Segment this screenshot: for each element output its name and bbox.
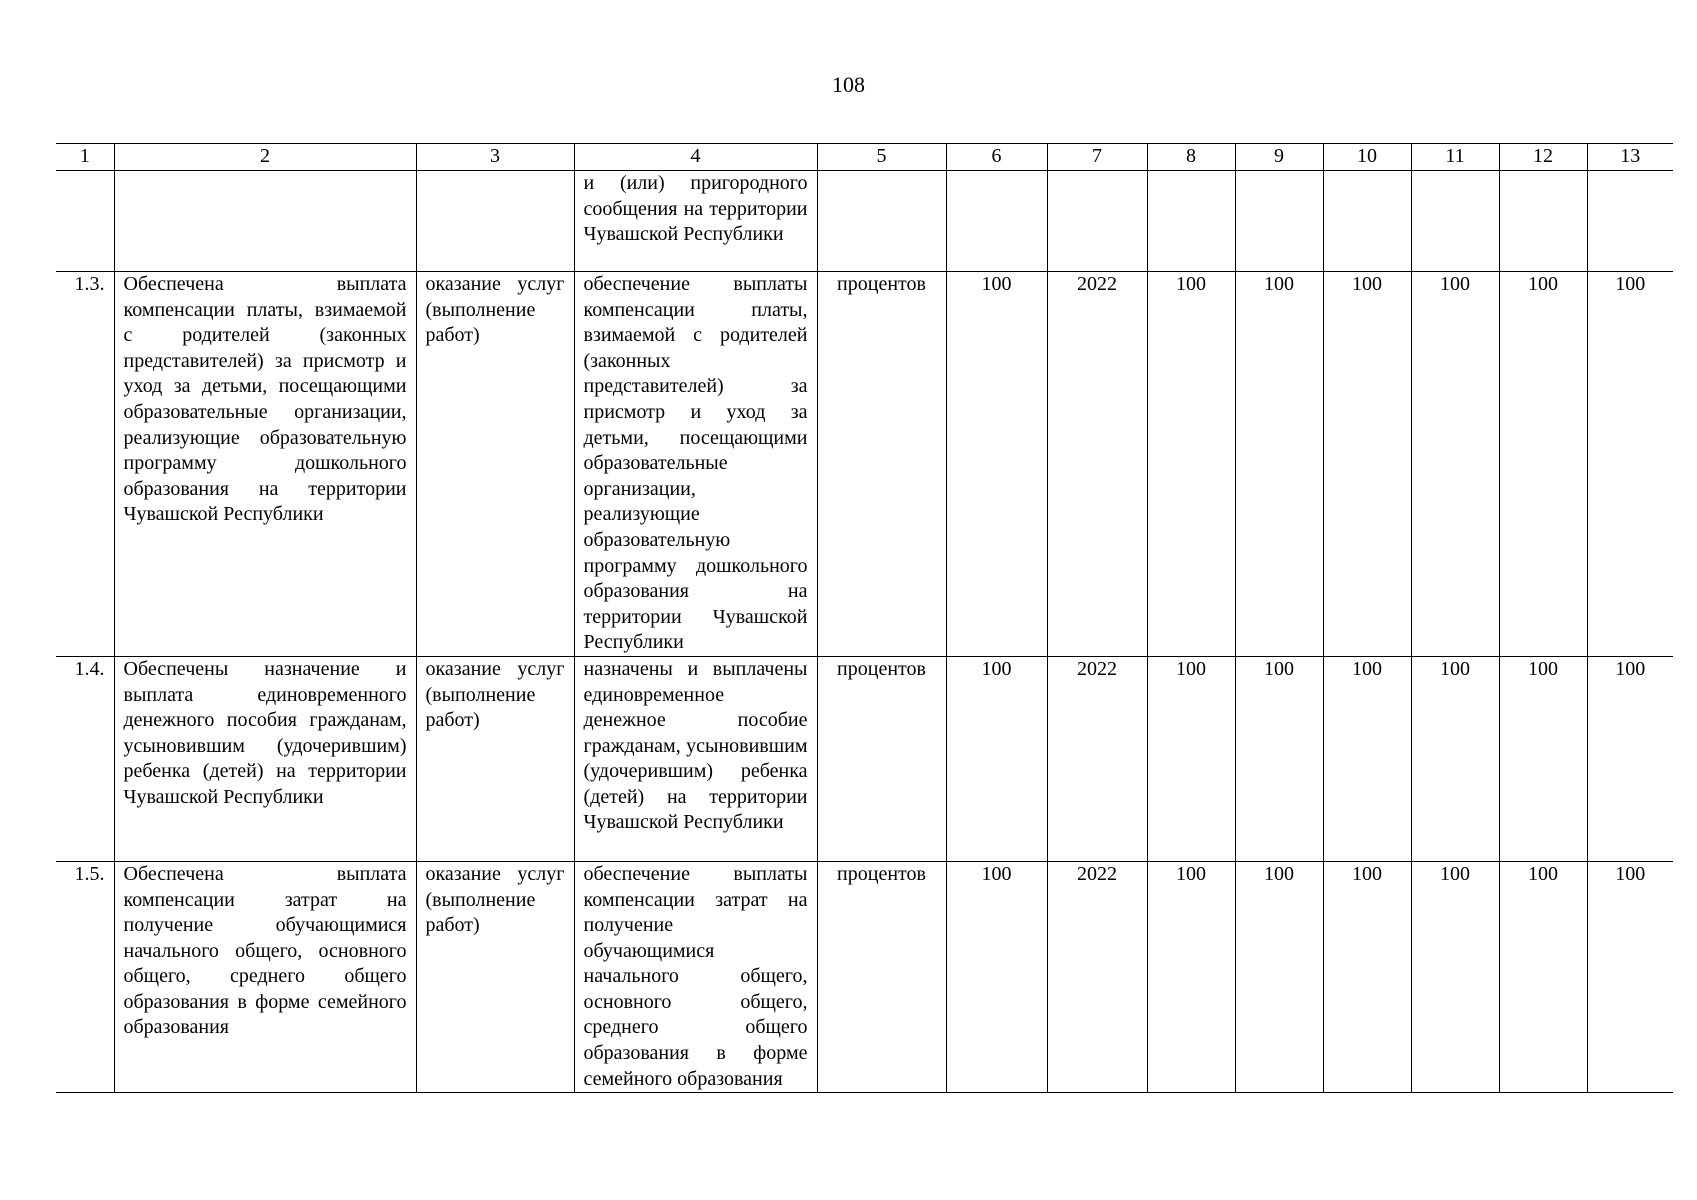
table-cell xyxy=(1499,171,1587,272)
table-row xyxy=(56,656,1673,861)
indicators-table xyxy=(56,143,1673,1093)
base-value-cell: 100 xyxy=(946,272,1047,657)
value-cell: 100 xyxy=(1147,656,1235,861)
table-cell xyxy=(817,171,946,272)
value-cell: 100 xyxy=(1235,656,1323,861)
header-cell: 7 xyxy=(1047,144,1147,171)
value-cell: 100 xyxy=(1147,272,1235,657)
header-cell: 11 xyxy=(1411,144,1499,171)
result-cell: Обеспечены назначение и выплата единовременного денежного пособия гражданам, усыновившим (удочерившим) ребенка (детей) на территории Чувашской Республики xyxy=(114,656,416,861)
table-cell xyxy=(56,171,114,272)
value-cell: 100 xyxy=(1587,861,1673,1092)
value-cell: 100 xyxy=(1499,272,1587,657)
table-row xyxy=(56,272,1673,657)
header-cell: 2 xyxy=(114,144,416,171)
header-cell: 4 xyxy=(574,144,817,171)
table-cell xyxy=(1047,171,1147,272)
indicator-cell: назначены и выплачены единовременное денежное пособие гражданам, усыновившим (удочерившим) ребенка (детей) на территории Чувашской Республики xyxy=(574,656,817,861)
type-cell: оказание услуг (выполнение работ) xyxy=(416,272,574,657)
continuation-row xyxy=(56,171,1673,272)
value-cell: 100 xyxy=(1499,656,1587,861)
value-cell: 100 xyxy=(1411,861,1499,1092)
base-value-cell: 100 xyxy=(946,656,1047,861)
row-number: 1.4. xyxy=(56,656,114,861)
row-number: 1.5. xyxy=(56,861,114,1092)
value-cell: 100 xyxy=(1499,861,1587,1092)
table-cell xyxy=(1235,171,1323,272)
result-cell: Обеспечена выплата компенсации платы, взимаемой с родителей (законных представителей) за присмотр и уход за детьми, посещающими образовательные организации, реализующие образовательную программу дошкольного образования на территории Чувашской Республики xyxy=(114,272,416,657)
base-year-cell: 2022 xyxy=(1047,861,1147,1092)
header-cell: 12 xyxy=(1499,144,1587,171)
table-cell xyxy=(1147,171,1235,272)
header-cell: 10 xyxy=(1323,144,1411,171)
result-cell: Обеспечена выплата компенсации затрат на получение обучающимися начального общего, основного общего, среднего общего образования в форме семейного образования xyxy=(114,861,416,1092)
value-cell: 100 xyxy=(1235,272,1323,657)
page-number: 108 xyxy=(832,72,865,97)
table-cell xyxy=(1323,171,1411,272)
value-cell: 100 xyxy=(1323,272,1411,657)
header-cell: 6 xyxy=(946,144,1047,171)
value-cell: 100 xyxy=(1323,656,1411,861)
type-cell: оказание услуг (выполнение работ) xyxy=(416,861,574,1092)
value-cell: 100 xyxy=(1323,861,1411,1092)
base-year-cell: 2022 xyxy=(1047,656,1147,861)
unit-cell: процентов xyxy=(817,861,946,1092)
value-cell: 100 xyxy=(1587,272,1673,657)
table-row xyxy=(56,861,1673,1092)
table-cell xyxy=(114,171,416,272)
table-cell xyxy=(1411,171,1499,272)
header-cell: 9 xyxy=(1235,144,1323,171)
value-cell: 100 xyxy=(1147,861,1235,1092)
base-value-cell: 100 xyxy=(946,861,1047,1092)
table-cell xyxy=(1587,171,1673,272)
header-cell: 3 xyxy=(416,144,574,171)
header-cell: 5 xyxy=(817,144,946,171)
value-cell: 100 xyxy=(1587,656,1673,861)
unit-cell: процентов xyxy=(817,272,946,657)
row-number: 1.3. xyxy=(56,272,114,657)
base-year-cell: 2022 xyxy=(1047,272,1147,657)
value-cell: 100 xyxy=(1411,272,1499,657)
indicator-cell: обеспечение выплаты компенсации платы, взимаемой с родителей (законных представителей) за присмотр и уход за детьми, посещающими образовательные организации, реализующие образовательную программу дошкольного образования на территории Чувашской Республики xyxy=(574,272,817,657)
header-cell: 13 xyxy=(1587,144,1673,171)
header-row xyxy=(56,144,1673,171)
header-cell: 8 xyxy=(1147,144,1235,171)
value-cell: 100 xyxy=(1235,861,1323,1092)
table-cell xyxy=(416,171,574,272)
indicator-cell: обеспечение выплаты компенсации затрат на получение обучающимися начального общего, основного общего, среднего общего образования в форме семейного образования xyxy=(574,861,817,1092)
unit-cell: процентов xyxy=(817,656,946,861)
type-cell: оказание услуг (выполнение работ) xyxy=(416,656,574,861)
header-cell: 1 xyxy=(56,144,114,171)
indicator-cell: и (или) пригородного сообщения на территории Чувашской Республики xyxy=(574,171,817,272)
table-cell xyxy=(946,171,1047,272)
value-cell: 100 xyxy=(1411,656,1499,861)
